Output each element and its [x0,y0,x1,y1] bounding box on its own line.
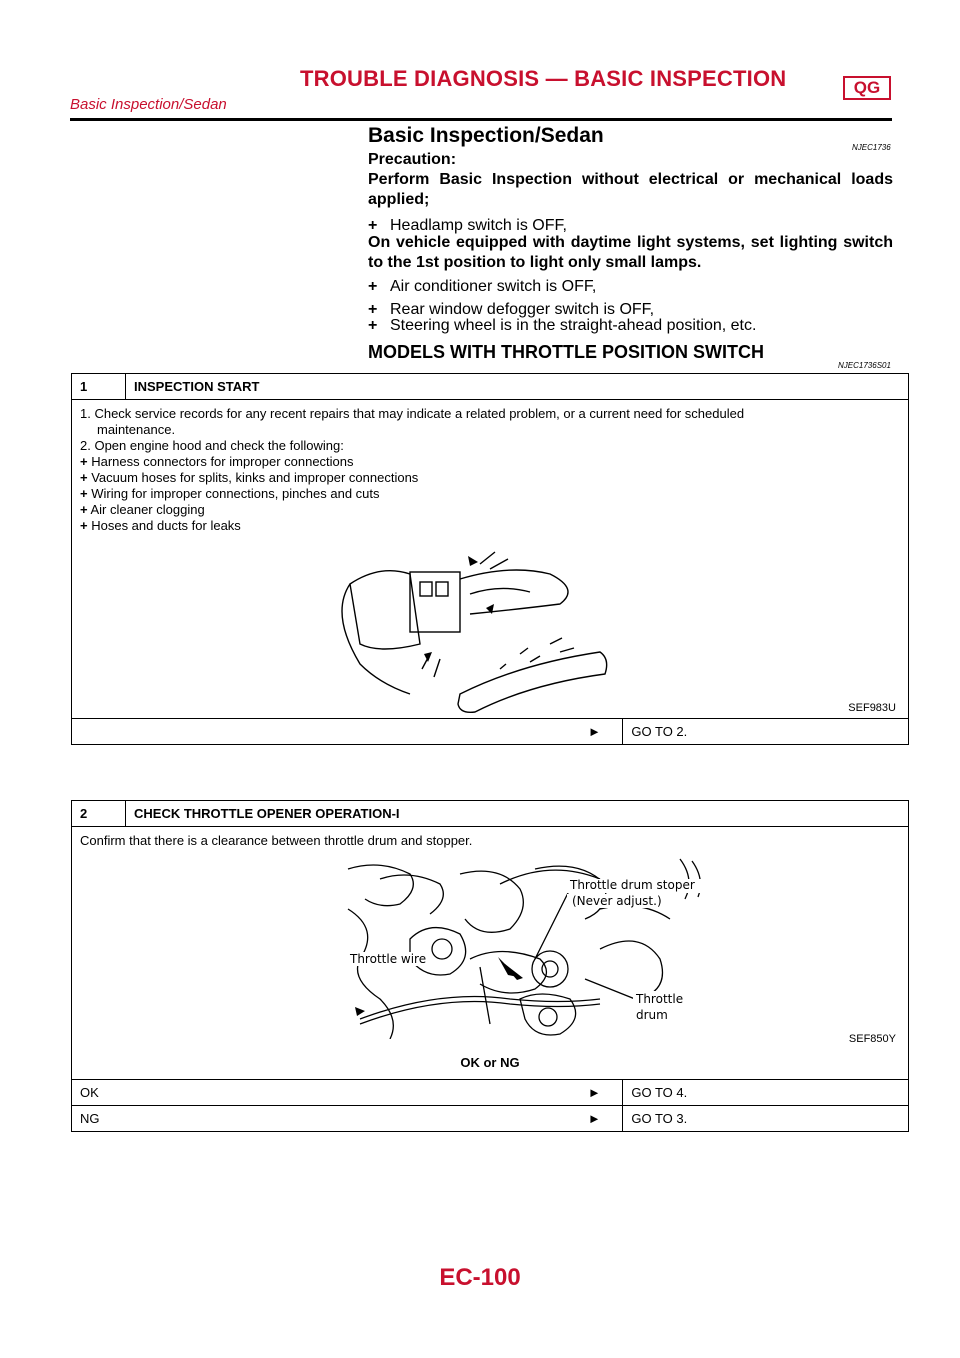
bullet-mark: + [368,278,378,295]
precaution-text: Perform Basic Inspection without electrical or mechanical loads applied; [368,171,893,208]
label-drum: drum [636,1008,668,1022]
goto-arrow-icon: ► [566,1106,623,1132]
page-number: EC-100 [439,1264,521,1291]
throttle-illustration [80,849,900,1039]
precaution-item-steering [368,316,756,336]
step-1-body [72,400,909,719]
bullet-mark: + [368,301,378,318]
step-1-line-2: 2. Open engine hood and check the following: [80,438,344,453]
section-ref-code: NJEC1736 [852,143,891,152]
step-2-instruction: Confirm that there is a clearance between throttle drum and stopper. [80,833,473,848]
step-2-body [72,827,909,1080]
label-throttle-wire: Throttle wire [350,952,427,966]
bullet-text: Headlamp switch is OFF, [390,217,567,234]
header-divider [70,118,892,121]
step-2-number: 2 [72,801,126,827]
hoses-illustration [80,534,900,714]
ok-or-ng-label: OK or NG [460,1055,520,1070]
step-1-goto: GO TO 2. [623,719,909,745]
ok-goto: GO TO 4. [623,1080,909,1106]
figure-code-2: SEF850Y [848,1033,896,1045]
page-header-title: TROUBLE DIAGNOSIS — BASIC INSPECTION [300,66,787,91]
goto-arrow-icon: ► [566,1080,623,1106]
bullet-text: Air conditioner switch is OFF, [390,278,597,295]
label-throttle: Throttle [636,992,684,1006]
step-1-title: INSPECTION START [126,374,909,400]
check-item: + Harness connectors for improper connections [80,454,354,469]
step-1-table [71,373,909,745]
engine-code-badge: QG [843,76,891,100]
section-title: Basic Inspection/Sedan [368,124,604,147]
engine-bay-hoses-figure [80,534,900,714]
page-header-subtitle: Basic Inspection/Sedan [70,96,227,113]
ok-label: OK [72,1080,567,1106]
goto-arrow-icon: ► [566,719,623,745]
step-2-table [71,800,909,1132]
bullet-text: Rear window defogger switch is OFF, [390,301,655,318]
step-2-title: CHECK THROTTLE OPENER OPERATION-I [126,801,909,827]
ng-label: NG [72,1106,567,1132]
ng-goto: GO TO 3. [623,1106,909,1132]
bullet-mark: + [368,217,378,234]
daytime-light-note: On vehicle equipped with daytime light systems, set lighting switch to the 1st position to light only small lamps. [368,234,893,271]
subsection-ref-code: NJEC1736S01 [838,361,891,370]
step-1-line-1: 1. Check service records for any recent repairs that may indicate a related problem, or a current need for scheduled [80,406,745,421]
label-drum-stopper: Throttle drum stoper [570,878,695,892]
precaution-label: Precaution: [368,151,457,168]
check-item: + Vacuum hoses for splits, kinks and improper connections [80,470,419,485]
check-item: + Wiring for improper connections, pinches and cuts [80,486,380,501]
check-item: + Hoses and ducts for leaks [80,518,241,533]
subsection-title: MODELS WITH THROTTLE POSITION SWITCH [368,342,764,362]
label-never-adjust: (Never adjust.) [572,894,662,908]
figure-code-1: SEF983U [848,702,896,714]
precaution-item-ac [368,277,596,297]
bullet-mark: + [368,317,378,334]
bullet-text: Steering wheel is in the straight-ahead position, etc. [390,317,757,334]
throttle-drum-figure [80,849,900,1049]
step-1-result-blank [72,719,567,745]
check-item: + Air cleaner clogging [80,502,205,517]
step-1-number: 1 [72,374,126,400]
step-1-line-1b: maintenance. [97,422,176,437]
